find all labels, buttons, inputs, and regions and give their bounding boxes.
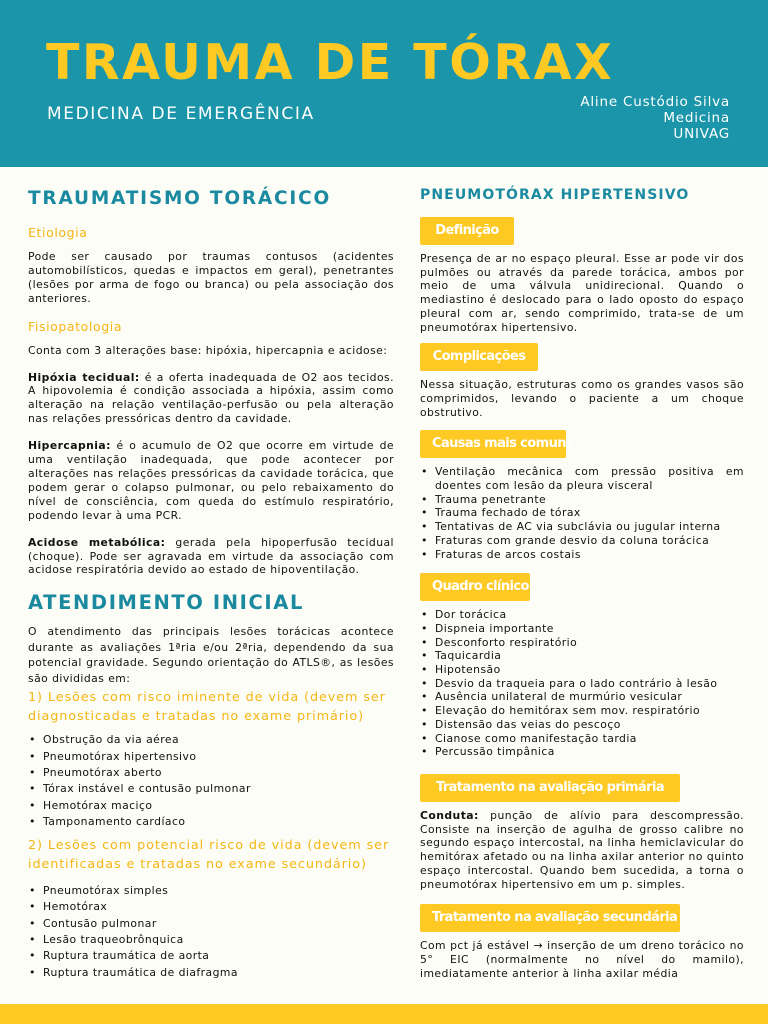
list-item: • Percussão timpânica: [420, 745, 744, 759]
author-block: [580, 94, 730, 142]
list-item: • Ventilação mecânica com pressão positiva em doentes com lesão da pleura visceral: [420, 465, 744, 492]
left-column: [28, 186, 394, 981]
list-item: • Trauma fechado de tórax: [420, 506, 744, 520]
list-item: • Desconforto respiratório: [420, 636, 744, 650]
hipoxia-label: Hipóxia tecidual:: [28, 370, 140, 384]
tratamento-primaria-text: [420, 809, 744, 891]
trat1-tag-wrap: [420, 774, 744, 802]
section-title-pneumotorax: PNEUMOTÓRAX HIPERTENSIVO: [420, 187, 690, 203]
list-item: • Hipotensão: [420, 663, 744, 677]
conduta-label: Conduta:: [420, 808, 479, 822]
hipoxia-text: é a oferta inadequada de O2 aos tecidos. A hipovolemia é condição associada a hipóxia, assim como alteração na relação ventilação-perfusão ou pela alteração nas relações pressóricas dentro da cavidade.: [28, 370, 394, 426]
list-item: • Ruptura traumática de aorta: [28, 948, 394, 964]
conduta-text: punção de alívio para descompressão. Consiste na inserção de agulha de grosso calibre no segundo espaço intercostal, na linha hemiclavicular do hemitórax afetado ou na linha axilar anterior no quinto espaço intercostal. Quando bem sucedida, a torna o pneumotórax hipertensivo em um p. simples.: [420, 808, 744, 891]
header-banner: [0, 0, 768, 167]
list-item: • Elevação do hemitórax sem mov. respiratório: [420, 704, 744, 718]
hipercapnia-paragraph: [28, 439, 394, 522]
list-item: • Pneumotórax hipertensivo: [28, 749, 394, 765]
etiologia-text: Pode ser causado por traumas contusos (acidentes automobilísticos, quedas e impactos em geral), penetrantes (lesões por arma de fogo ou branca) ou pela associação dos anteriores.: [28, 250, 394, 305]
list-item: • Lesão traqueobrônquica: [28, 932, 394, 948]
list-item: • Desvio da traqueia para o lado contrário à lesão: [420, 677, 744, 691]
list-item: • Pneumotórax simples: [28, 883, 394, 899]
list-item: • Trauma penetrante: [420, 493, 744, 507]
author-name: Aline Custódio Silva: [580, 94, 730, 110]
list-item: • Dor torácica: [420, 608, 744, 622]
group2-title: 2) Lesões com potencial risco de vida (devem ser identificadas e tratadas no exame secundário): [28, 838, 390, 873]
acidose-label: Acidose metabólica:: [28, 535, 166, 549]
right-column: [420, 186, 744, 980]
tratamento-secundaria-text: Com pct já estável → inserção de um dreno torácico no 5° EIC (normalmente no nível do mamilo), imediatamente anterior à linha axilar média: [420, 939, 744, 980]
page-title: TRAUMA DE TÓRAX: [46, 34, 615, 91]
complicacoes-text: Nessa situação, estruturas como os grandes vasos são comprimidos, levando o paciente a um choque obstrutivo.: [420, 378, 744, 419]
definicao-tag-wrap: [420, 217, 744, 245]
complicacoes-tag-wrap: [420, 343, 744, 371]
tag-causas: Causas mais comuns: [420, 430, 566, 458]
page-subtitle: MEDICINA DE EMERGÊNCIA: [47, 104, 315, 124]
fisiopatologia-intro: Conta com 3 alterações base: hipóxia, hipercapnia e acidose:: [28, 343, 388, 357]
list-item: • Obstrução da via aérea: [28, 732, 394, 748]
list-item: • Cianose como manifestação tardia: [420, 732, 744, 746]
section-title-traumatismo: TRAUMATISMO TORÁCICO: [28, 188, 332, 209]
hipercapnia-label: Hipercapnia:: [28, 439, 111, 453]
quadro-list: [420, 608, 744, 759]
subheading-etiologia: Etiologia: [28, 225, 88, 240]
hipoxia-paragraph: [28, 371, 394, 427]
list-item: • Distensão das veias do pescoço: [420, 718, 744, 732]
list-item: • Hemotórax: [28, 899, 394, 915]
author-course: Medicina: [663, 110, 730, 126]
group1-title: 1) Lesões com risco iminente de vida (devem ser diagnosticadas e tratadas no exame primário): [28, 690, 386, 725]
list-item: • Tamponamento cardíaco: [28, 814, 394, 830]
tag-tratamento-primaria: Tratamento na avaliação primária: [420, 774, 680, 802]
list-item: • Contusão pulmonar: [28, 916, 394, 932]
acidose-text: gerada pela hipoperfusão tecidual (choque). Pode ser agravada em virtude da associação com acidose respiratória devido ao estado de hipoventilação.: [28, 535, 395, 577]
list-item: • Ausência unilateral de murmúrio vesicular: [420, 690, 744, 704]
quadro-tag-wrap: [420, 573, 744, 601]
hipercapnia-text: é o acumulo de O2 que ocorre em virtude de uma ventilação inadequada, que pode acontecer por alterações nas relações pressóricas da cavidade torácica, que podem gerar o colapso pulmonar, ou pelo rebaixamento do nível de consciência, com queda do estímulo respiratório, podendo levar à uma PCR.: [28, 439, 394, 522]
causas-tag-wrap: [420, 430, 744, 458]
author-institution: UNIVAG: [673, 126, 730, 142]
list-item: • Hemotórax maciço: [28, 798, 394, 814]
footer-bar: [0, 1004, 768, 1024]
list-item: • Tórax instável e contusão pulmonar: [28, 781, 394, 797]
section-title-atendimento: ATENDIMENTO INICIAL: [28, 591, 304, 615]
subheading-fisiopatologia: Fisiopatologia: [28, 318, 123, 334]
list-item: • Tentativas de AC via subclávia ou jugular interna: [420, 520, 744, 534]
list-item: • Dispneia importante: [420, 622, 744, 636]
causas-list: [420, 465, 744, 561]
atendimento-intro: O atendimento das principais lesões torácicas acontece durante as avaliações 1ªria e/ou 2ªria, dependendo da sua potencial gravidade. Segundo orientação do ATLS®, as lesões são divididas em:: [28, 625, 394, 685]
tag-quadro-clinico: Quadro clínico: [420, 573, 530, 601]
group1-list: [28, 732, 394, 830]
list-item: • Fraturas com grande desvio da coluna torácica: [420, 534, 744, 548]
acidose-paragraph: [28, 536, 394, 578]
list-item: • Pneumotórax aberto: [28, 765, 394, 781]
list-item: • Taquicardia: [420, 649, 744, 663]
list-item: • Ruptura traumática de diafragma: [28, 965, 394, 981]
definicao-text: Presença de ar no espaço pleural. Esse ar pode vir dos pulmões ou através da parede torácica, ambos por meio de uma válvula unidirecional. Quando o mediastino é deslocado para o lado oposto do espaço pleural com ar, sendo comprimido, trata-se de um pneumotórax hipertensivo.: [420, 252, 744, 334]
tag-complicacoes: Complicações: [420, 343, 538, 371]
tag-tratamento-secundaria: Tratamento na avaliação secundária: [420, 904, 680, 932]
list-item: • Fraturas de arcos costais: [420, 548, 744, 562]
trat2-tag-wrap: [420, 904, 744, 932]
tag-definicao: Definição: [420, 217, 514, 245]
group2-list: [28, 883, 394, 981]
